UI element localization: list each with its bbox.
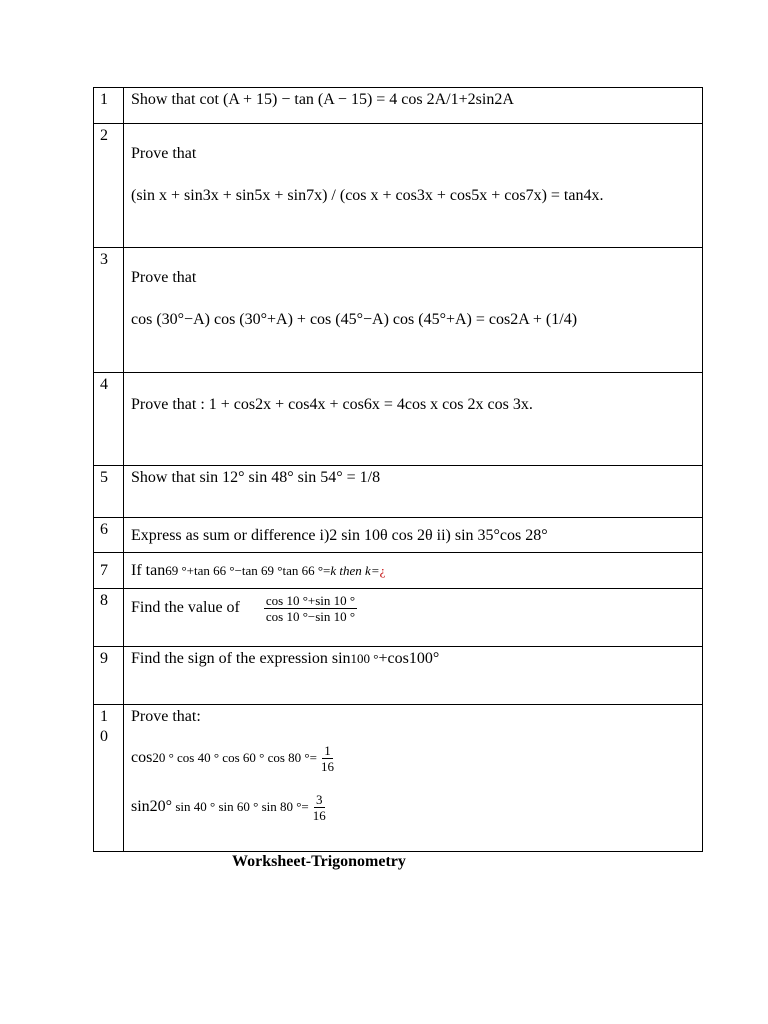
question-lead: Prove that: bbox=[131, 708, 201, 725]
row-number: 2 bbox=[94, 124, 124, 248]
math-expression: 69 °+tan 66 °−tan 69 °tan 66 °= bbox=[165, 563, 331, 578]
question-text: cos (30°−A) cos (30°+A) + cos (45°−A) cos (45°+A) = cos2A + (1/4) bbox=[131, 311, 578, 328]
question-text: Express as sum or difference i)2 sin 10θ cos 2θ ii) sin 35°cos 28° bbox=[124, 518, 703, 553]
fraction bbox=[311, 792, 328, 823]
question-lead: Prove that bbox=[131, 269, 197, 286]
question-cell bbox=[124, 705, 703, 852]
question-lead: Find the sign of the expression sin bbox=[131, 650, 351, 667]
question-text: Prove that : 1 + cos2x + cos4x + cos6x = 4cos x cos 2x cos 3x. bbox=[131, 396, 533, 413]
equation-prefix: sin20° bbox=[131, 798, 173, 816]
worksheet-table bbox=[93, 87, 703, 852]
row-number: 7 bbox=[94, 553, 124, 589]
table-row bbox=[94, 647, 703, 705]
question-cell bbox=[124, 553, 703, 589]
question-cell bbox=[124, 647, 703, 705]
row-number: 9 bbox=[94, 647, 124, 705]
table-row bbox=[94, 553, 703, 589]
math-variable: k then k= bbox=[330, 563, 380, 578]
question-prefix: If tan bbox=[131, 562, 166, 579]
question-text: Show that cot (A + 15) − tan (A − 15) = 4 cos 2A/1+2sin2A bbox=[124, 88, 703, 124]
fraction-denominator: 16 bbox=[312, 808, 326, 823]
question-lead: Find the value of bbox=[131, 599, 240, 616]
table-row bbox=[94, 373, 703, 466]
table-row bbox=[94, 88, 703, 124]
fraction-denominator: cos 10 °−sin 10 ° bbox=[265, 608, 356, 624]
fraction-denominator: 16 bbox=[320, 759, 334, 774]
question-tail: +cos100° bbox=[378, 650, 440, 667]
math-expression: sin 40 ° sin 60 ° sin 80 °= bbox=[172, 799, 309, 815]
equation-prefix: cos bbox=[131, 749, 153, 767]
question-cell bbox=[124, 373, 703, 466]
row-number-digit: 1 bbox=[100, 708, 108, 725]
row-number: 3 bbox=[94, 248, 124, 373]
table-row bbox=[94, 518, 703, 553]
question-cell bbox=[124, 589, 703, 647]
row-number: 1 bbox=[94, 88, 124, 124]
row-number: 4 bbox=[94, 373, 124, 466]
unknown-glyph: ¿ bbox=[379, 563, 386, 578]
question-text: Show that sin 12° sin 48° sin 54° = 1/8 bbox=[124, 466, 703, 518]
row-number: 5 bbox=[94, 466, 124, 518]
table-row bbox=[94, 466, 703, 518]
fraction-numerator: cos 10 °+sin 10 ° bbox=[265, 592, 356, 608]
equation-line bbox=[131, 743, 702, 774]
fraction-numerator: 3 bbox=[316, 792, 323, 807]
question-text: (sin x + sin3x + sin5x + sin7x) / (cos x + cos3x + cos5x + cos7x) = tan4x. bbox=[131, 187, 604, 204]
fraction bbox=[319, 743, 336, 774]
fraction-numerator: 1 bbox=[324, 743, 331, 758]
row-number-digit: 0 bbox=[100, 728, 108, 745]
table-row bbox=[94, 589, 703, 647]
table-row bbox=[94, 124, 703, 248]
equation-line bbox=[131, 792, 702, 823]
row-number: 6 bbox=[94, 518, 124, 553]
row-number bbox=[94, 705, 124, 852]
question-cell bbox=[124, 248, 703, 373]
math-expression: 100 ° bbox=[350, 651, 379, 666]
fraction bbox=[264, 593, 357, 624]
question-cell bbox=[124, 124, 703, 248]
question-lead: Prove that bbox=[131, 145, 197, 162]
worksheet-title: Worksheet-Trigonometry bbox=[232, 853, 406, 870]
table-row bbox=[94, 248, 703, 373]
math-expression: 20 ° cos 40 ° cos 60 ° cos 80 °= bbox=[152, 750, 317, 766]
table-row bbox=[94, 705, 703, 852]
row-number: 8 bbox=[94, 589, 124, 647]
